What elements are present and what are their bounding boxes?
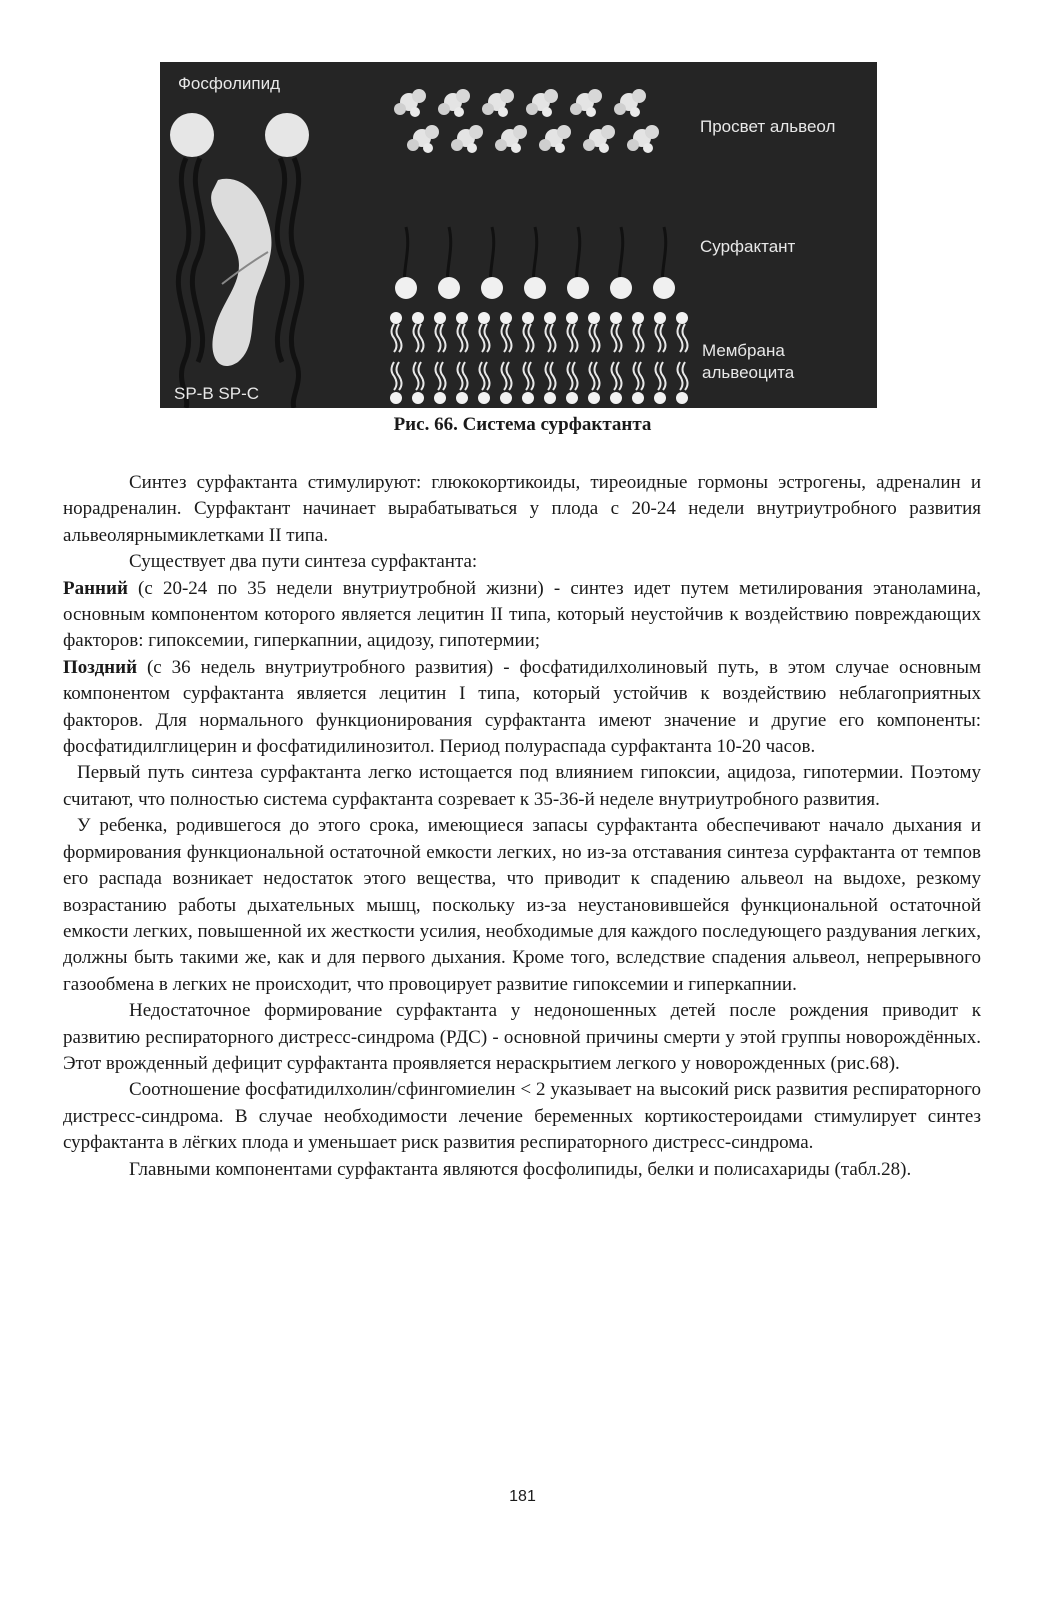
paragraph-1: Синтез сурфактанта стимулируют: глюкокортикоиды, тиреоидные гормоны эстрогены, адреналин и норадреналин. Сурфактант начинает вырабатываться у плода с 20-24 недели внутриутробного развития альвеолярнымиклетками II типа. [63,472,981,546]
paragraph-5: Первый путь синтеза сурфактанта легко истощается под влиянием гипоксии, ацидоза, гипотермии. Поэтому считают, что полностью система сурфактанта созревает к 35-36-й неделе внутриутробного развития. [63,762,981,810]
phospholipid-label: Фосфолипид [178,74,280,93]
term-late: Поздний [63,656,138,678]
surfactant-figure [160,62,877,408]
alveolar-lumen-label: Просвет альвеол [700,117,836,136]
body-text [63,470,981,1183]
paragraph-3-text: (с 20-24 по 35 недели внутриутробной жизни) - синтез идет путем метилирования этаноламина, основным компонентом которого является лецитин II типа, который неустойчив к воздействию повреждающих факторов: гипоксемии, гиперкапнии, ацидозу, гипотермии; [63,577,981,652]
membrane-label-line2: альвеоцита [702,363,795,382]
membrane-label-line1: Мембрана [702,341,785,360]
surfactant-label: Сурфактант [700,237,796,256]
proteins-label: SP-B SP-C [174,384,260,403]
paragraph-3 [63,576,981,655]
paragraph-8: Соотношение фосфатидилхолин/сфингомиелин < 2 указывает на высокий риск развития респираторного дистресс-синдрома. В случае необходимости лечение беременных кортикостероидами стимулирует синтез сурфактанта в лёгких плода и уменьшает риск развития респираторного дистресс-синдрома. [63,1079,981,1154]
figure-caption: Рис. 66. Система сурфактанта [393,414,652,435]
paragraph-6: У ребенка, родившегося до этого срока, имеющиеся запасы сурфактанта обеспечивают начало дыхания и формирования функциональной остаточной емкости легких, но из-за отставания синтеза сурфактанта от темпов его распада возникает недостаток этого вещества, что приводит к спадению альвеол на выдохе, резкому возрастанию работы дыхательных мышц, поскольку из-за неустановившейся функциональной остаточной емкости легких, повышенной их жесткости усилия, необходимые для каждого последующего раздувания легких, должны быть такими же, как и для первого дыхания. Кроме того, вследствие спадения альвеол, непрерывного газообмена в легких не происходит, что провоцирует развитие гипоксемии и гиперкапнии. [63,815,981,995]
paragraph-4 [63,655,981,761]
paragraph-2: Существует два пути синтеза сурфактанта: [129,551,478,573]
page-number: 181 [509,1488,536,1505]
term-early: Ранний [63,577,128,599]
paragraph-7: Недостаточное формирование сурфактанта у недоношенных детей после рождения приводит к развитию респираторного дистресс-синдрома (РДС) - основной причины смерти у этой группы новорождённых. Этот врожденный дефицит сурфактанта проявляется нераскрытием легкого у новорожденных (рис.68). [63,1000,981,1074]
surfactant-diagram [160,62,877,408]
paragraph-9: Главными компонентами сурфактанта являются фосфолипиды, белки и полисахариды (табл.28). [129,1158,912,1180]
paragraph-4-text: (с 36 недель внутриутробного развития) - фосфатидилхолиновый путь, в этом случае основным компонентом сурфактанта является лецитин I типа, который устойчив к воздействию неблагоприятных факторов. Для нормального функционирования сурфактанта имеют значение и другие его компоненты: фосфатидилглицерин и фосфатидилинозитол. Период полураспада сурфактанта 10-20 часов. [63,656,981,758]
